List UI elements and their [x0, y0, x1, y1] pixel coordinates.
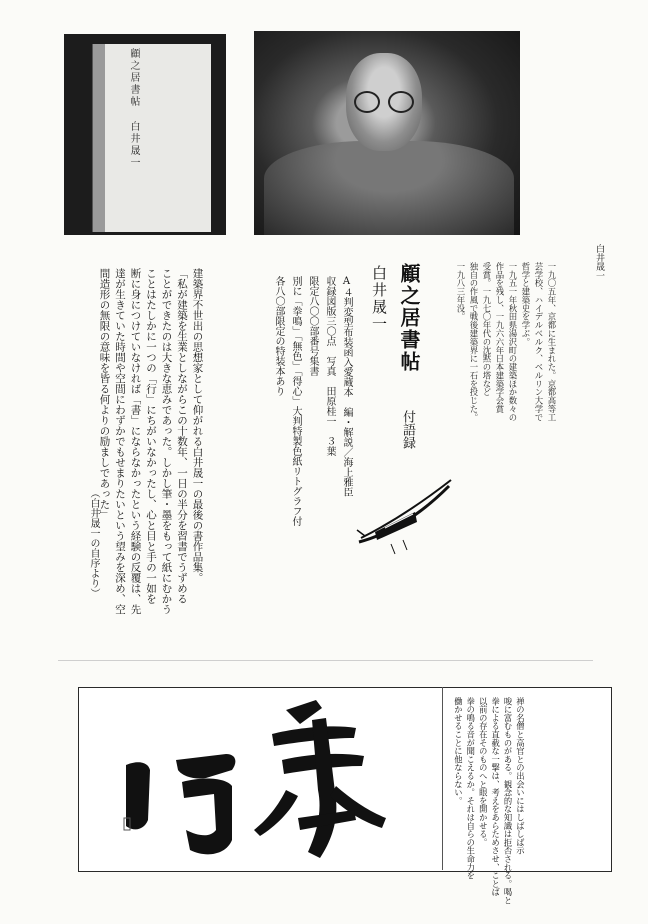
- calligraphy-frame-divider: [442, 687, 443, 870]
- bio-line: 一九〇五年、京都に生まれた。京都高等工: [547, 262, 557, 422]
- bio-line: 芸学校、ハイデルベルク、ベルリン大学で: [534, 262, 544, 422]
- main-text: [96, 268, 205, 615]
- bio-line: 一九五一年秋田県湯沢町の建築ほか数々の: [508, 262, 518, 422]
- book-title: 顧之居書帖: [397, 263, 421, 373]
- spec-line: 各八〇部限定の特装本あり: [273, 276, 284, 396]
- book-box-photo: [64, 34, 226, 235]
- bio-title: 白井晟一: [594, 244, 604, 280]
- zen-text: [452, 697, 526, 905]
- brush-strokes: [126, 700, 386, 858]
- bio-line: 作品を残し、一九六六年日本建築学会賞: [495, 262, 505, 414]
- zen-text-line: 拳の鳴る音が聞こえるか。それは自らの生命力を: [465, 697, 476, 880]
- book-subtitle: 付語録: [400, 410, 415, 449]
- main-text-line: 建築界不世出の思想家として仰がれる白井晟一の最後の書作品集。: [191, 268, 204, 583]
- main-text-line: 断に身につけていなければ「書」にならなかったという経験の反覆は、先: [129, 268, 142, 615]
- spec-line: 別に「拳鳴」「無色」「得心」大判特製色紙リトグラフ付: [290, 276, 301, 526]
- zen-text-line: 禅の名僧と高官との出会いにはしばしば示: [515, 697, 526, 855]
- bio-line: 一九八三年没。: [456, 262, 466, 321]
- calligraphy-artwork: [86, 690, 436, 868]
- quote-source: （白井晟一の自序より）: [88, 488, 99, 598]
- author-name: 白井晟一: [370, 265, 388, 333]
- bio-line: 独自の作風で戦後建築界に一石を投じた。: [469, 262, 479, 422]
- main-text-line: 間造形の無限の意味を皆る何よりの励ましであった」: [98, 268, 111, 520]
- bio-line: 受賞。一九七〇年代の沈黙の塔など: [482, 262, 492, 397]
- main-text-line: 達が生きていた時間や空間にわずかでもせまりたいという望みを深め、空: [114, 268, 126, 615]
- main-text-line: ことができたのは大きな恵みであった。しかし筆・墨をもって紙にむかう: [160, 268, 173, 615]
- portrait-glasses: [354, 91, 414, 109]
- zen-text-line: 働かせることに他ならない。: [453, 697, 464, 805]
- zen-text-line: 拳による直截な一撃は、考えをあらためさせ、ことば: [490, 697, 501, 897]
- portrait-body: [264, 141, 514, 235]
- bio-text: [454, 262, 558, 562]
- spec-line: 収録図版三〇点 写真 田原桂一 ３葉: [324, 276, 335, 456]
- book-case: [92, 44, 211, 232]
- bio-line: 哲学と建築史を学ぶ。: [521, 262, 531, 346]
- main-text-line: ことはたしかに一つの「行」にちがいなかったし、心と目と手の一如を: [145, 268, 157, 604]
- boat-illustration: [355, 468, 455, 560]
- zen-text-line: 以前の存在そのものへと眼を開かせる。: [478, 697, 489, 847]
- spec-line: 限定八〇〇部番号集書: [307, 276, 318, 376]
- spec-line: A４判変型布装函入愛蔵本 編・解説／海上雅臣: [341, 276, 352, 497]
- book-case-title: 顧之居書帖 白井晟一: [128, 48, 139, 169]
- book-specs: [270, 276, 355, 526]
- main-text-line: 「私が建築を生業としながらこの十数年、一日の半分を習書でうずめる: [176, 268, 188, 604]
- section-divider: [58, 660, 593, 661]
- zen-text-line: 唆に富むものがある。観念的な知識は拒否される。喝と: [503, 697, 514, 905]
- author-portrait: [254, 31, 520, 235]
